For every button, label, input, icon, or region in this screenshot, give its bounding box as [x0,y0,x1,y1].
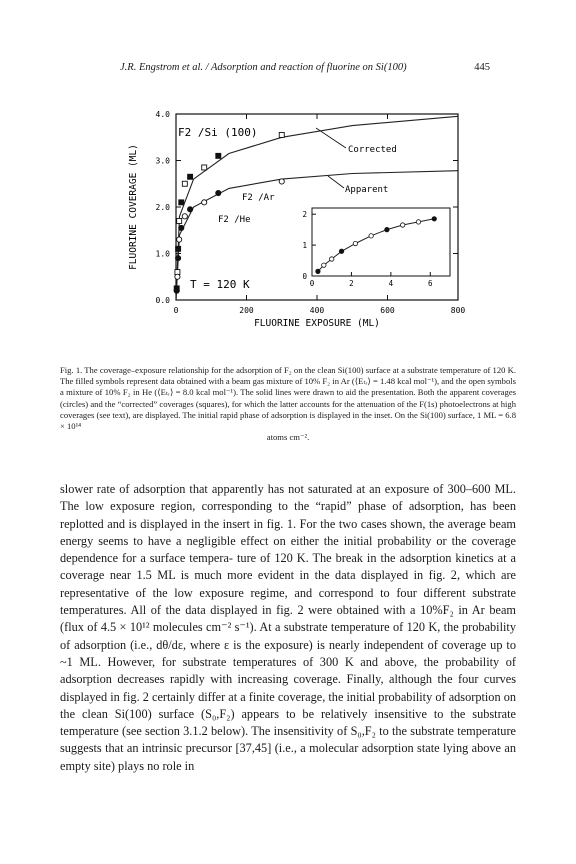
y-tick-label: 4.0 [155,110,170,119]
caption-line: He (⟨Eₜᵣ⟩ = 8.0 kcal mol⁻¹). The solid lines were drawn to aid the presentation. Both the [142,387,448,398]
annotation-f2-he: F2 /He [218,215,251,225]
data-point-square [202,165,207,170]
caption-line: Fig. 1. The coverage–exposure relationship for the adsorption of F₂ on the clean Si(100) surface at [60,365,399,375]
inset-y-tick-label: 0 [302,272,307,281]
data-point-circle [176,256,181,261]
caption-line: initial rapid phase of adsorption is displayed in the inset. On the Si(100) surface, 1 ML = 6.8 × 10¹⁴ [60,409,516,432]
data-point-circle [216,190,221,195]
annotation-f2-ar: F2 /Ar [242,193,275,203]
body-text [60,481,516,775]
body-line: either the initial probability or the coverage dependence for a surface tempera- [60,533,516,566]
caption-line: apparent coverages (circles) and the “corrected” coverages (squares), for which the latter accounts [60,387,516,409]
body-line: is much more evident in the data displayed in fig. 2, which are representative [60,568,516,600]
annotation-apparent: Apparent [345,185,389,195]
leader-line [316,128,346,148]
body-line: ture of 120 K. The break in the adsorption kinetics at a coverage near 1.5 ML [60,551,516,583]
data-point-circle [179,225,184,230]
inset-data-point [330,257,334,261]
inset-data-point [369,234,373,238]
body-line: temperatures. All of the data displayed in fig. 2 were obtained with a 10%F₂ in [60,603,468,618]
inset-data-point [416,220,420,224]
caption-line: for the attenuation of the F(1s) photoelectrons at high coverages (see text), are displayed. The [60,398,516,420]
data-point-square [176,246,181,251]
body-line: temperatures of 300 K and above, the probability of adsorption decreases [60,654,516,687]
x-tick-label: 200 [239,306,254,315]
data-point-circle [182,214,187,219]
body-line: two cases shown, the average beam energy seems to have a negligible effect on [60,516,516,548]
body-line: molecular adsorption state lying above an empty site) plays no role in [60,741,517,773]
y-tick-label: 3.0 [155,156,170,166]
annotation-corrected: Corrected [348,145,397,155]
body-line: rapidly with increasing coverage. Finally, although the four curves displayed in [60,672,517,704]
inset-data-point [316,269,320,273]
data-point-square [182,181,187,186]
data-point-circle [188,207,193,212]
y-axis-label: FLUORINE COVERAGE (ML) [128,144,139,270]
inset-y-tick-label: 2 [302,210,307,220]
chart-inset [302,208,450,288]
inset-data-point [432,217,436,221]
inset-y-tick-label: 1 [302,241,307,251]
data-point-square [188,174,193,179]
body-line: substrate temperature suggests that an intrinsic precursor [37,45] (i.e., a [60,724,516,756]
caption-line: a substrate temperature of 120 K. The filled symbols represent data obtained with a beam gas [60,365,517,387]
x-axis-label: FLUORINE EXPOSURE (ML) [254,318,380,329]
data-point-circle [177,237,182,242]
inset-x-tick-label: 2 [349,279,354,288]
inset-data-point [385,227,389,231]
data-point-square [177,218,182,223]
inset-frame [312,208,450,276]
panel-label: F2 /Si (100) [178,126,258,139]
body-line: adsorption, has been replotted and is displayed in the insert in fig. 1. For the [60,499,517,531]
page-number: 445 [474,62,490,73]
inset-x-tick-label: 6 [428,279,433,288]
data-point-circle [174,288,179,293]
body-line: nearly independent of coverage up to ~1 ML. However, for substrate [60,637,516,669]
body-line: of the low exposure regime, and correspond to four different substrate [135,585,516,600]
data-point-square [216,153,221,158]
y-tick-label: 2.0 [155,203,170,212]
inset-data-point [339,249,343,253]
body-line: slower rate of adsorption that apparently has not saturated at an exposure of [60,482,444,496]
inset-data-point [322,263,326,267]
inset-x-tick-label: 0 [309,279,315,288]
x-tick-label: 600 [380,306,395,315]
body-line: of 120 K, the probability of adsorption (i.e., dθ/dε, where ε is the exposure) is [60,620,516,652]
y-tick-label: 1.0 [155,249,170,259]
y-tick-label: 0.0 [155,296,170,305]
inset-data-point [400,223,404,227]
data-point-circle [202,200,207,205]
caption-line: atoms cm⁻². [266,432,310,443]
body-line: on the clean Si(100) surface (S₀,F₂) appears to be relatively insensitive to the [60,689,517,721]
data-point-square [179,200,184,205]
data-point-circle [175,274,180,279]
body-line: Ar beam (flux of 4.5 × 10¹² molecules cm⁻² s⁻¹). At a substrate temperature [60,603,516,635]
data-point-square [279,132,284,137]
running-head [120,62,490,73]
inset-x-tick-label: 4 [388,279,394,288]
x-tick-label: 400 [309,306,325,315]
data-point-circle [279,179,284,184]
figure-caption [60,365,516,443]
x-tick-label: 0 [173,306,179,315]
running-title: J.R. Engstrom et al. / Adsorption and reaction of fluorine on Si(100) [120,62,407,73]
body-line: 300–600 ML. The low exposure region, corresponding to the “rapid” phase of [60,482,517,514]
body-line: fig. 2 certainly differ at a finite coverage, the initial probability of adsorption [122,689,501,704]
x-tick-label: 800 [450,306,466,315]
coverage-exposure-chart [100,100,480,360]
inset-data-point [353,241,357,245]
leader-line [328,176,344,188]
body-line: substrate temperature (see section 3.1.2 below). The insensitivity of S₀,F₂ to the [60,706,516,739]
temperature-label: T = 120 K [190,278,250,291]
caption-line: mixture of 10% F₂ in Ar (⟨Eₜᵣ⟩ = 1.48 kcal mol⁻¹), and the open symbols a mixture of 10% F₂ in [60,376,516,398]
